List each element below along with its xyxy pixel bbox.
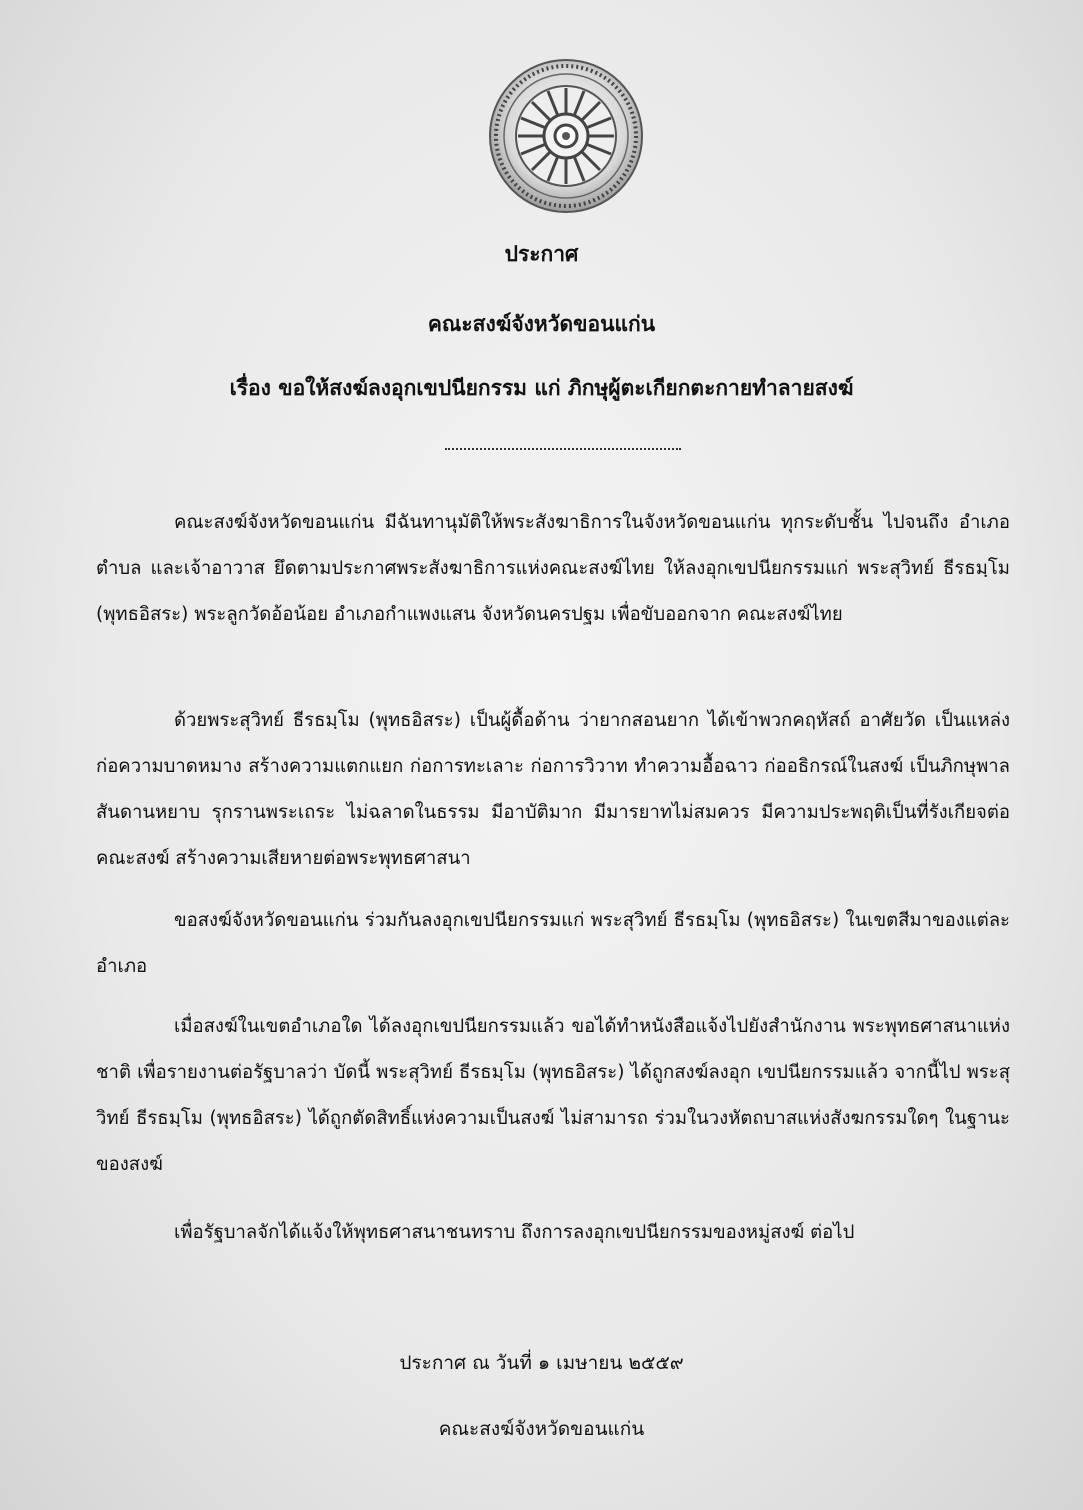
- separator-dots: [445, 448, 681, 450]
- announcement-date: ประกาศ ณ วันที่ ๑ เมษายน ๒๕๕๙: [399, 1352, 684, 1374]
- dharmachakra-seal-icon: [488, 58, 644, 214]
- issuer-heading: คณะสงฆ์จังหวัดขอนแก่น: [427, 312, 656, 336]
- paragraph-2: ด้วยพระสุวิทย์ ธีรธมฺโม (พุทธอิสระ) เป็นผู้ดื้อด้าน ว่ายากสอนยาก ได้เข้าพวกคฤหัสถ์ อาศัยวัด เป็นแหล่งก่อความบาดหมาง สร้างความแตกแยก ก่อการทะเลาะ ก่อการวิวาท ทำความอื้อฉาว ก่ออธิกรณ์ในสงฆ์ เป็นภิกษุพาล สันดานหยาบ รุกรานพระเถระ ไม่ฉลาดในธรรม มีอาบัติมาก มีมารยาทไม่สมควร มีความประพฤติเป็นที่รังเกียจต่อคณะสงฆ์ สร้างความเสียหายต่อพระพุทธศาสนา: [96, 710, 1010, 869]
- paragraph-3: ขอสงฆ์จังหวัดขอนแก่น ร่วมกันลงอุกเขปนียกรรมแก่ พระสุวิทย์ ธีรธมฺโม (พุทธอิสระ) ในเขตสีมาของแต่ละอำเภอ: [96, 910, 1010, 977]
- subject-heading: เรื่อง ขอให้สงฆ์ลงอุกเขปนียกรรม แก่ ภิกษุผู้ตะเกียกตะกายทำลายสงฆ์: [229, 376, 854, 400]
- signature-line: คณะสงฆ์จังหวัดขอนแก่น: [438, 1418, 645, 1440]
- page-title: ประกาศ: [504, 242, 579, 266]
- paragraph-4: เมื่อสงฆ์ในเขตอำเภอใด ได้ลงอุกเขปนียกรรมแล้ว ขอได้ทำหนังสือแจ้งไปยังสำนักงาน พระพุทธศาสนาแห่งชาติ เพื่อรายงานต่อรัฐบาลว่า บัดนี้ พระสุวิทย์ ธีรธมฺโม (พุทธอิสระ) ได้ถูกสงฆ์ลงอุก เขปนียกรรมแล้ว จากนี้ไป พระสุวิทย์ ธีรธมฺโม (พุทธอิสระ) ได้ถูกตัดสิทธิ์แห่งความเป็นสงฆ์ ไม่สามารถ ร่วมในวงหัตถบาสแห่งสังฆกรรมใดๆ ในฐานะของสงฆ์: [96, 1016, 1010, 1175]
- paragraph-5: เพื่อรัฐบาลจักได้แจ้งให้พุทธศาสนาชนทราบ ถึงการลงอุกเขปนียกรรมของหมู่สงฆ์ ต่อไป: [174, 1222, 855, 1243]
- paragraph-1: คณะสงฆ์จังหวัดขอนแก่น มีฉันทานุมัติให้พระสังฆาธิการในจังหวัดขอนแก่น ทุกระดับชั้น ไปจนถึง อำเภอ ตำบล และเจ้าอาวาส ยึดตามประกาศพระสังฆาธิการแห่งคณะสงฆ์ไทย ให้ลงอุกเขปนียกรรมแก่ พระสุวิทย์ ธีรธมฺโม (พุทธอิสระ) พระลูกวัดอ้อน้อย อำเภอกำแพงแสน จังหวัดนครปฐม เพื่อขับออกจาก คณะสงฆ์ไทย: [96, 512, 1010, 625]
